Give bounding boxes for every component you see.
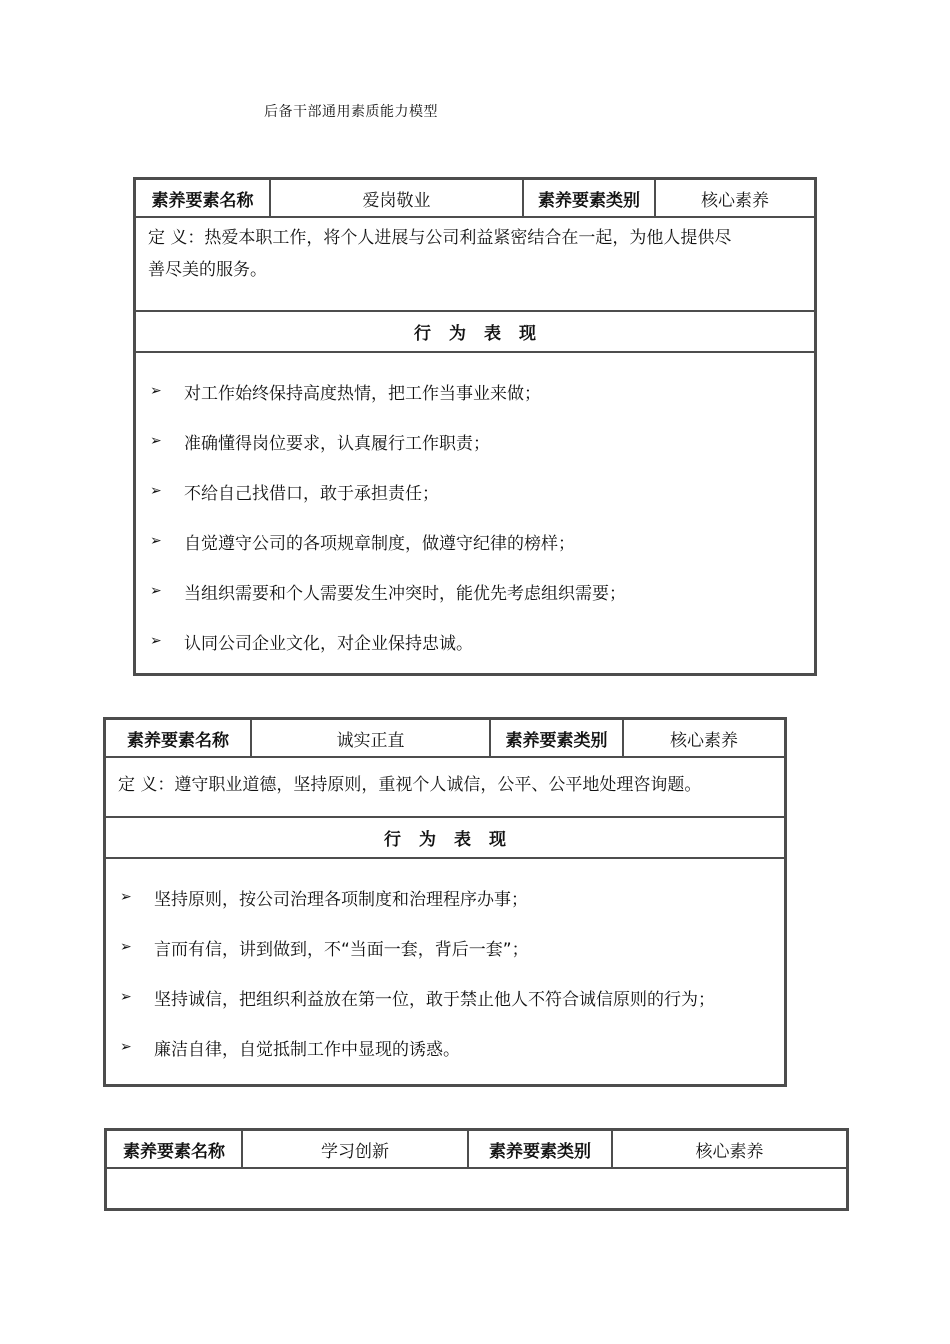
arrow-bullet-icon: ➢ xyxy=(150,633,162,649)
list-item: ➢ 对工作始终保持高度热情，把工作当事业来做； xyxy=(150,383,541,404)
list-item: ➢ 坚持原则，按公司治理各项制度和治理程序办事； xyxy=(120,889,528,910)
list-item: ➢ 坚持诚信，把组织利益放在第一位，敢于禁止他人不符合诚信原则的行为； xyxy=(120,989,715,1010)
list-item: ➢ 不给自己找借口，敢于承担责任； xyxy=(150,483,439,504)
document-title: 后备干部通用素质能力模型 xyxy=(264,104,438,120)
behavior-list xyxy=(106,872,784,1072)
category-value: 核心素养 xyxy=(611,1131,846,1167)
list-item: ➢ 认同公司企业文化，对企业保持忠诚。 xyxy=(150,633,473,654)
definition-line: 善尽美的服务。 xyxy=(148,260,267,280)
arrow-bullet-icon: ➢ xyxy=(150,533,162,549)
behavior-list xyxy=(136,366,814,666)
list-item: ➢ 言而有信，讲到做到，不“当面一套，背后一套”； xyxy=(120,939,529,960)
name-label: 素养要素名称 xyxy=(127,730,229,751)
arrow-bullet-icon: ➢ xyxy=(120,889,132,905)
arrow-bullet-icon: ➢ xyxy=(150,583,162,599)
arrow-bullet-icon: ➢ xyxy=(150,383,162,399)
definition xyxy=(136,218,814,312)
category-value: 核心素养 xyxy=(654,180,814,216)
definition-line: 定 义：热爱本职工作，将个人进展与公司利益紧密结合在一起，为他人提供尽 xyxy=(148,228,732,248)
behavior-heading: 行为表现 xyxy=(136,312,814,353)
name-value: 学习创新 xyxy=(241,1131,467,1167)
card-header-row xyxy=(107,1131,846,1169)
card-header-row xyxy=(136,180,814,218)
name-value: 爱岗敬业 xyxy=(269,180,522,216)
arrow-bullet-icon: ➢ xyxy=(150,433,162,449)
definition-line: 定 义：遵守职业道德，坚持原则，重视个人诚信，公平、公平地处理咨询题。 xyxy=(118,775,702,795)
competency-card-3 xyxy=(104,1128,849,1211)
list-item: ➢ 当组织需要和个人需要发生冲突时，能优先考虑组织需要； xyxy=(150,583,626,604)
competency-card-1 xyxy=(133,177,817,676)
category-label: 素养要素类别 xyxy=(522,180,654,216)
arrow-bullet-icon: ➢ xyxy=(120,989,132,1005)
definition xyxy=(106,758,784,818)
competency-card-2 xyxy=(103,717,787,1087)
category-label: 素养要素类别 xyxy=(467,1131,611,1167)
list-item: ➢ 准确懂得岗位要求，认真履行工作职责； xyxy=(150,433,490,454)
arrow-bullet-icon: ➢ xyxy=(120,1039,132,1055)
definition xyxy=(107,1169,846,1209)
list-item: ➢ 自觉遵守公司的各项规章制度，做遵守纪律的榜样； xyxy=(150,533,575,554)
arrow-bullet-icon: ➢ xyxy=(120,939,132,955)
name-label: 素养要素名称 xyxy=(123,1141,225,1162)
behavior-heading: 行为表现 xyxy=(106,818,784,859)
category-label: 素养要素类别 xyxy=(489,720,622,756)
list-item: ➢ 廉洁自律，自觉抵制工作中显现的诱惑。 xyxy=(120,1039,460,1060)
card-header-row xyxy=(106,720,784,758)
category-value: 核心素养 xyxy=(622,720,784,756)
name-value: 诚实正直 xyxy=(250,720,489,756)
arrow-bullet-icon: ➢ xyxy=(150,483,162,499)
name-label: 素养要素名称 xyxy=(151,190,254,211)
